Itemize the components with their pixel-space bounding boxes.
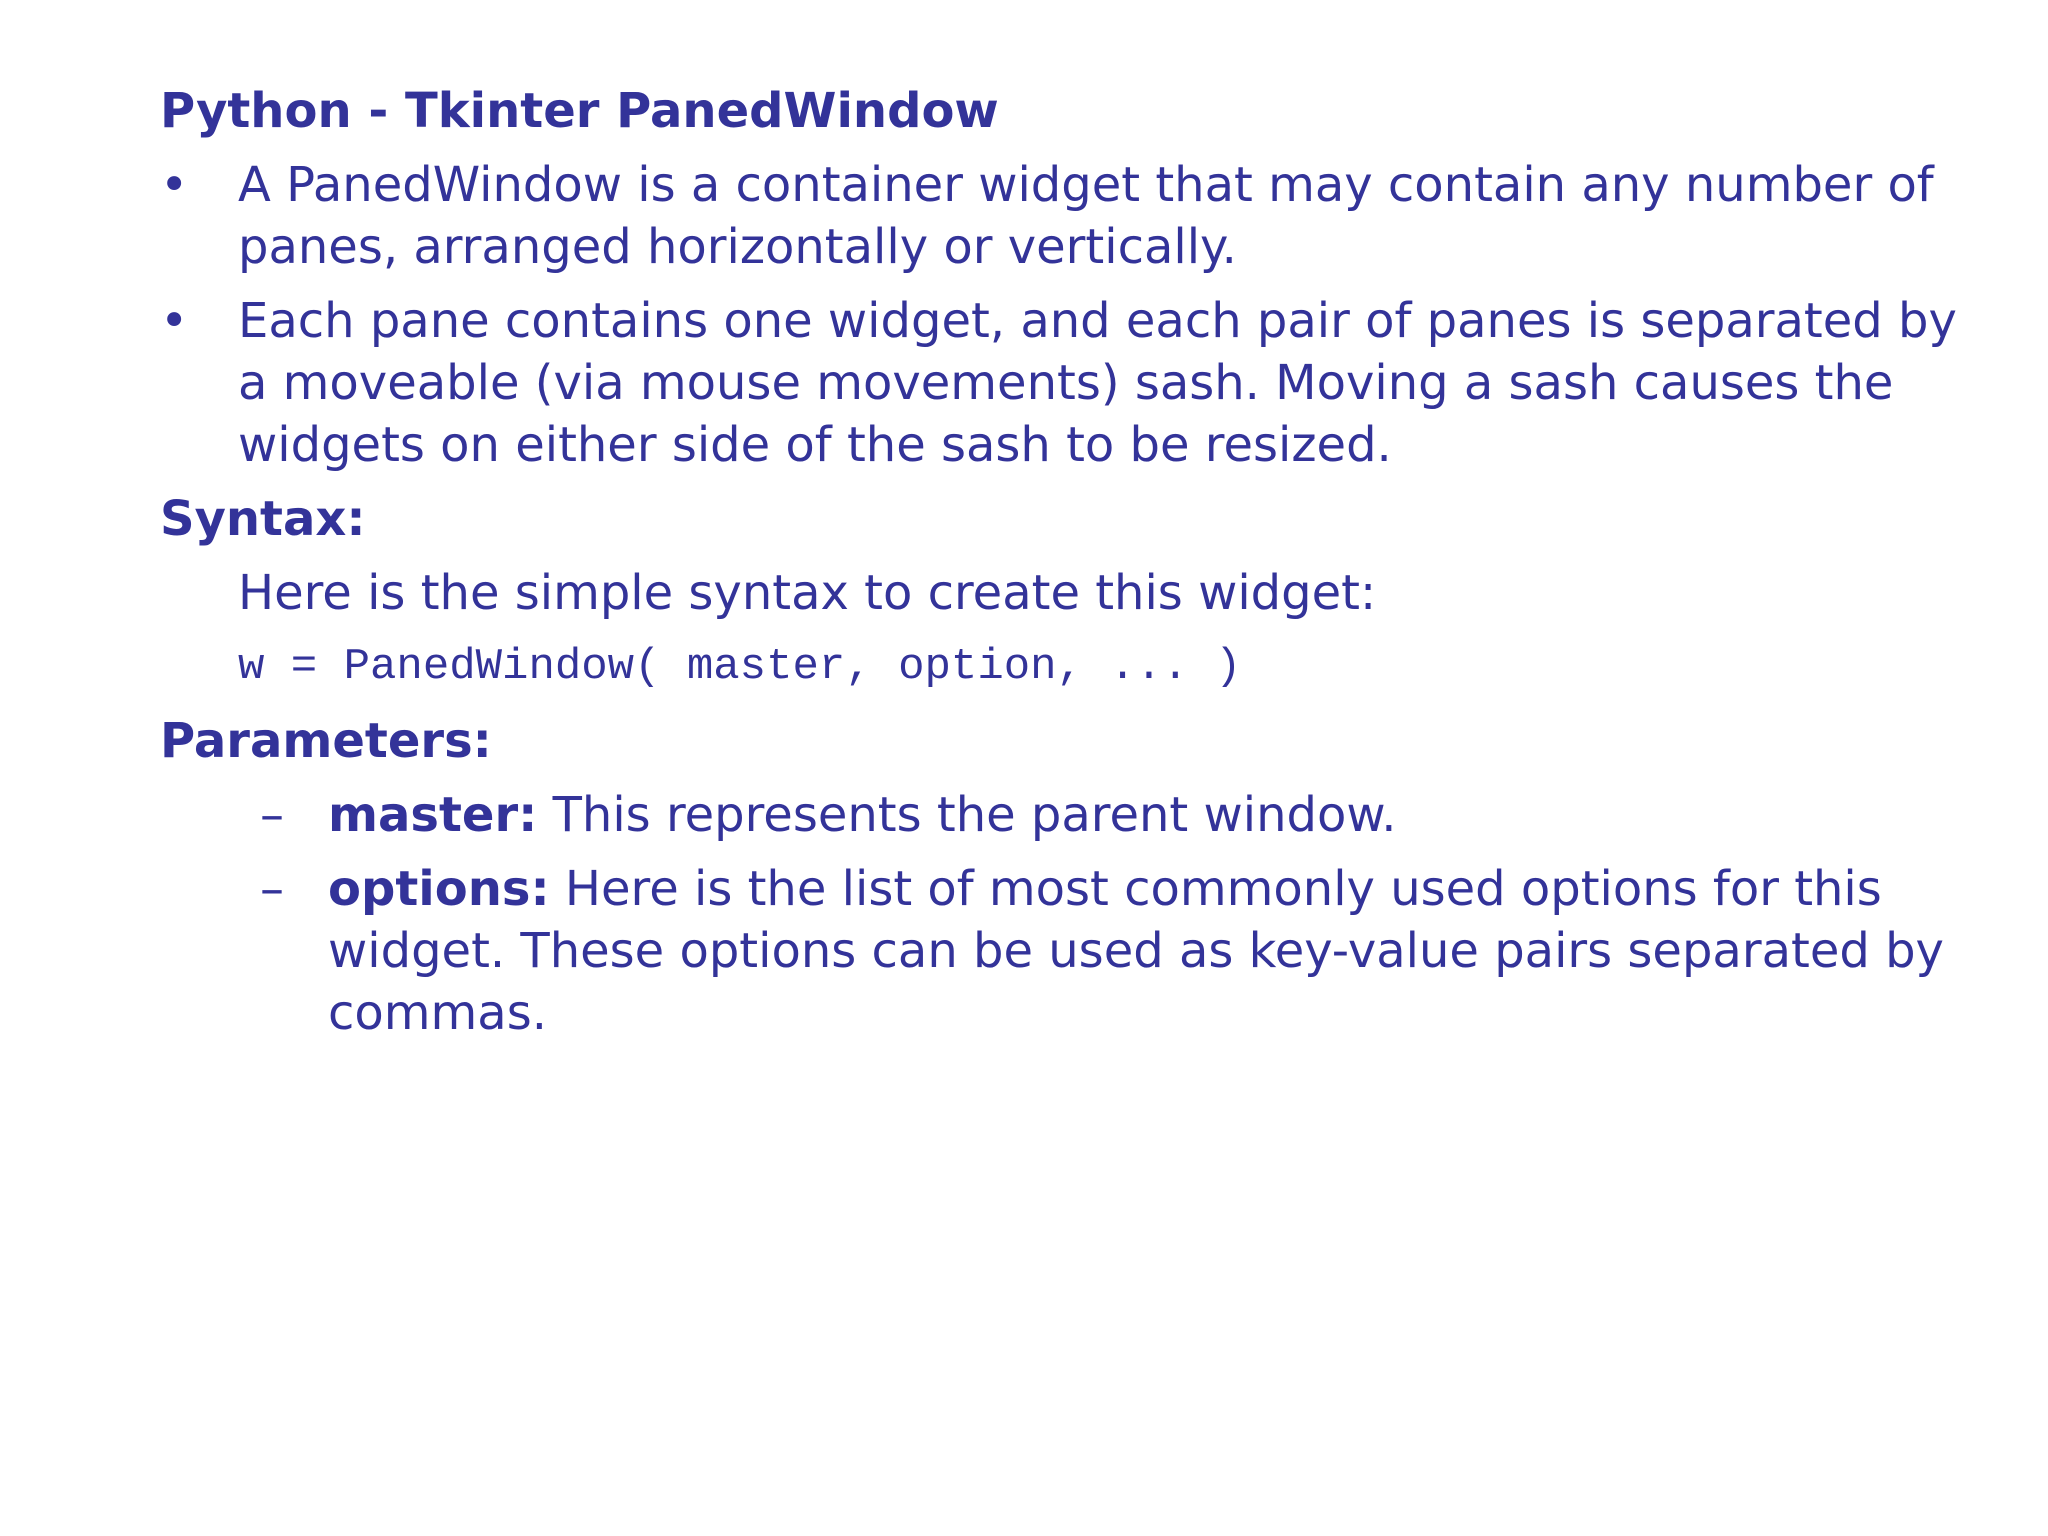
parameters-heading: Parameters: — [160, 713, 492, 769]
syntax-code: w = PanedWindow( master, option, ... ) — [238, 642, 1242, 692]
bullet-marker: • — [160, 293, 189, 349]
syntax-heading: Syntax: — [160, 491, 366, 547]
parameter-description: Here is the list of most commonly used options for this widget. These options can be used as key-value pairs separated by commas. — [328, 861, 1944, 1041]
bullet-item — [160, 154, 1980, 278]
parameter-item — [160, 784, 1980, 846]
slide-title: Python - Tkinter PanedWindow — [160, 83, 999, 139]
parameter-description: This represents the parent window. — [537, 787, 1397, 843]
dash-marker: – — [260, 861, 284, 917]
parameter-term: master: — [328, 787, 538, 843]
slide-content — [160, 80, 1980, 1056]
bullet-text: A PanedWindow is a container widget that may contain any number of panes, arranged horizontally or vertically. — [238, 157, 1934, 275]
parameter-item — [160, 858, 1980, 1044]
dash-marker: – — [260, 787, 284, 843]
bullet-text: Each pane contains one widget, and each pair of panes is separated by a moveable (via mouse movements) sash. Moving a sash causes the widgets on either side of the sash to be resized. — [238, 293, 1957, 473]
bullet-item — [160, 290, 1980, 476]
parameter-term: options: — [328, 861, 550, 917]
bullet-marker: • — [160, 157, 189, 213]
syntax-intro: Here is the simple syntax to create this widget: — [238, 565, 1377, 621]
